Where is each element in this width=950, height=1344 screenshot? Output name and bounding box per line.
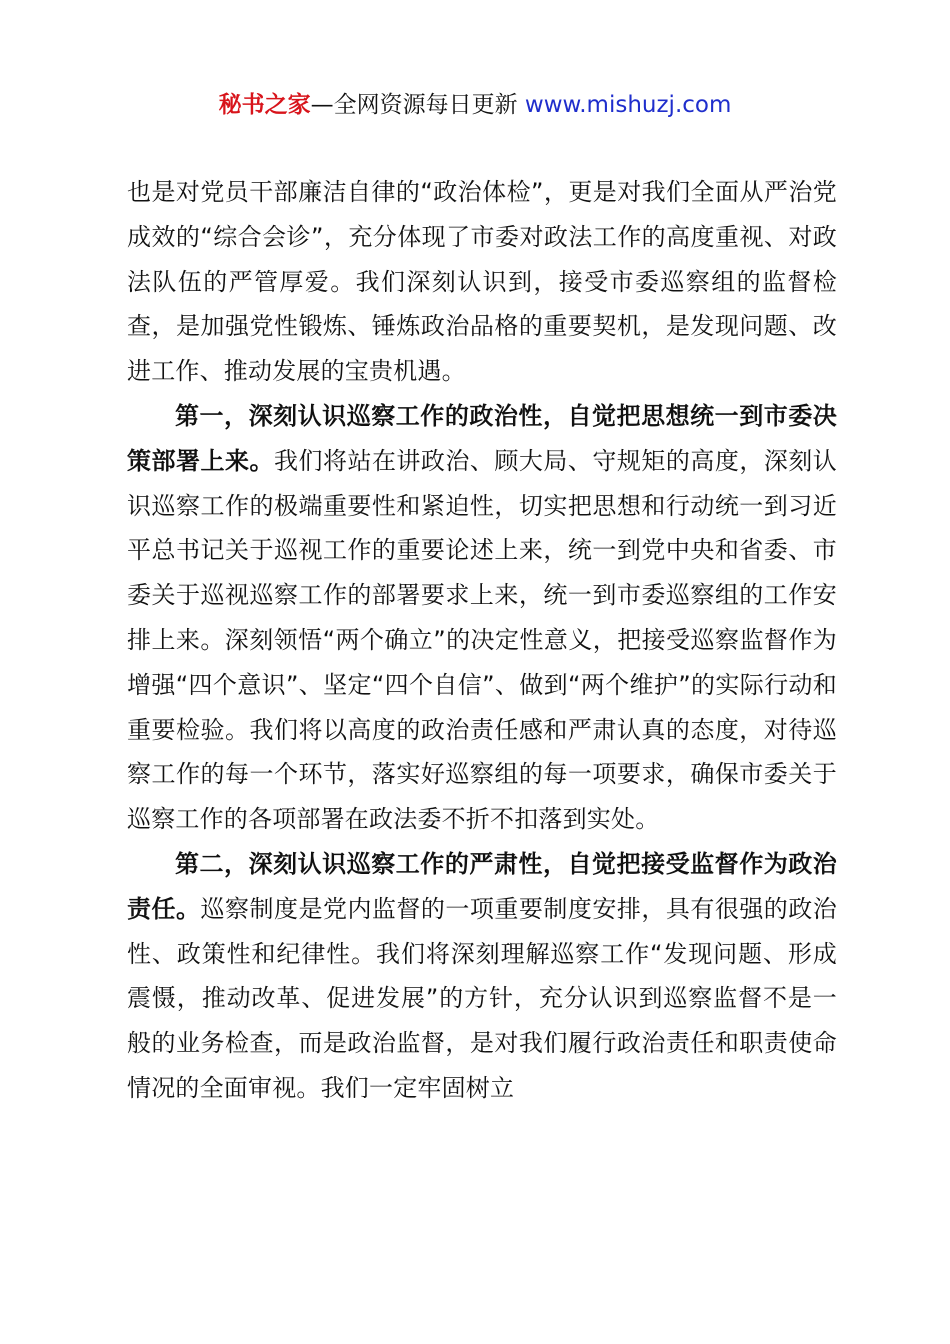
paragraph-text: 我们将站在讲政治、顾大局、守规矩的高度，深刻认识巡察工作的极端重要性和紧迫性，切实把思想和行动统一到习近平总书记关于巡视工作的重要论述上来，统一到党中央和省委、市委关于巡视巡察工作的部署要求上来，统一到市委巡察组的工作安排上来。深刻领悟“两个确立”的决定性意义，把接受巡察监督作为增强“四个意识”、坚定“四个自信”、做到“两个维护”的实际行动和重要检验。我们将以高度的政治责任感和严肃认真的态度，对待巡察工作的每一个环节，落实好巡察组的每一项要求，确保市委关于巡察工作的各项部署在政法委不折不扣落到实处。 — [127, 446, 837, 834]
paragraph-second-point — [127, 842, 837, 1111]
header-separator: — — [310, 92, 334, 118]
paragraph-first-point — [127, 394, 837, 842]
header-brand: 秘书之家 — [218, 92, 311, 118]
page-header — [0, 88, 950, 122]
document-body — [127, 170, 837, 1111]
paragraph-heading: 第一，深刻认识巡察工作的政治性，自觉把思想统一到市委决策部署上来。 — [127, 401, 837, 475]
header-tagline: 全网资源每日更新 — [333, 92, 518, 118]
paragraph-text: 巡察制度是党内监督的一项重要制度安排，具有很强的政治性、政策性和纪律性。我们将深刻理解巡察工作“发现问题、形成震慑，推动改革、促进发展”的方针，充分认识到巡察监督不是一般的业务检查，而是政治监督，是对我们履行政治责任和职责使命情况的全面审视。我们一定牢固树立 — [127, 894, 837, 1102]
header-url-link[interactable]: www.mishuzj.com — [524, 92, 732, 118]
paragraph-intro — [127, 170, 837, 394]
paragraph-heading: 第二，深刻认识巡察工作的严肃性，自觉把接受监督作为政治责任。 — [127, 849, 837, 923]
paragraph-text: 也是对党员干部廉洁自律的“政治体检”，更是对我们全面从严治党成效的“综合会诊”，充分体现了市委对政法工作的高度重视、对政法队伍的严管厚爱。我们深刻认识到，接受市委巡察组的监督检查，是加强党性锻炼、锤炼政治品格的重要契机，是发现问题、改进工作、推动发展的宝贵机遇。 — [127, 178, 837, 386]
